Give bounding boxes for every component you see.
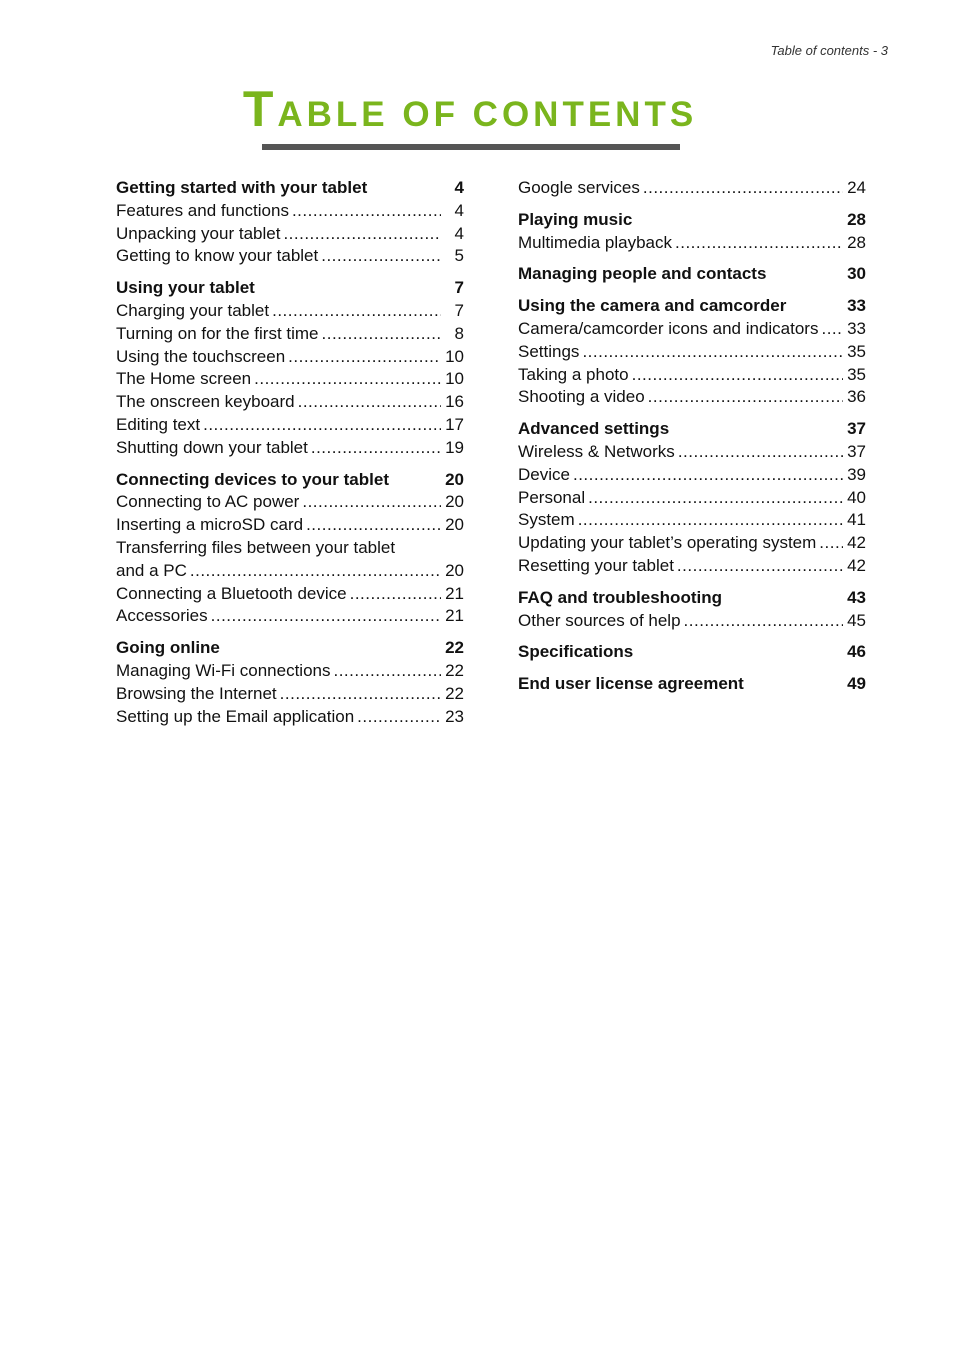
page-title-rest: ABLE OF CONTENTS <box>277 95 698 134</box>
toc-entry-label: Other sources of help <box>518 610 681 630</box>
toc-page-number: 20 <box>445 469 464 489</box>
toc-entry-resetting-your-tablet[interactable] <box>518 555 866 578</box>
toc-entry-label: Personal <box>518 487 586 507</box>
toc-entry-label: Setting up the Email application <box>116 706 355 726</box>
toc-page-number: 22 <box>445 638 464 658</box>
toc-entry-label: Shooting a video <box>518 387 645 407</box>
toc-entry-features-and-functions[interactable] <box>116 200 464 223</box>
toc-entry-label: System <box>518 510 575 530</box>
toc-dot-leader <box>254 368 441 391</box>
toc-page-number: 42 <box>847 533 866 553</box>
toc-entry-taking-a-photo[interactable] <box>518 364 866 387</box>
toc-heading-label: End user license agreement <box>518 674 744 694</box>
toc-heading-using-your-tablet[interactable] <box>116 277 464 300</box>
toc-page-number: 39 <box>847 464 866 484</box>
toc-entry-label: Charging your tablet <box>116 300 270 320</box>
toc-dot-leader <box>588 487 843 510</box>
toc-entry-shooting-a-video[interactable] <box>518 386 866 409</box>
toc-heading-managing-people-and-contacts[interactable] <box>518 263 866 286</box>
title-underline <box>262 144 680 150</box>
toc-heading-end-user-license-agreement[interactable] <box>518 673 866 696</box>
toc-entry-label: Inserting a microSD card <box>116 515 304 535</box>
toc-heading-label: Using the camera and camcorder <box>518 296 787 316</box>
toc-entry-unpacking-your-tablet[interactable] <box>116 223 464 246</box>
toc-entry-setting-up-the-email-application[interactable] <box>116 706 464 729</box>
toc-dot-leader <box>582 341 843 364</box>
toc-entry-the-home-screen[interactable] <box>116 368 464 391</box>
toc-entry-device[interactable] <box>518 464 866 487</box>
toc-heading-label: Getting started with your tablet <box>116 178 368 197</box>
toc-page-number: 4 <box>454 178 464 197</box>
toc-dot-leader <box>203 414 441 437</box>
page-title-initial: T <box>242 81 278 137</box>
toc-dot-leader <box>298 391 441 414</box>
toc-dot-leader <box>321 245 441 268</box>
toc-entry-the-onscreen-keyboard[interactable] <box>116 391 464 414</box>
toc-dot-leader <box>357 706 441 729</box>
toc-entry-transferring-files-between-your-tablet[interactable] <box>116 537 464 560</box>
toc-dot-leader <box>678 441 843 464</box>
toc-entry-google-services[interactable] <box>518 177 866 200</box>
toc-entry-personal[interactable] <box>518 487 866 510</box>
toc-heading-going-online[interactable] <box>116 637 464 660</box>
toc-section <box>116 637 464 728</box>
toc-entry-label: Device <box>518 464 570 484</box>
toc-entry-connecting-a-bluetooth-device[interactable] <box>116 583 464 606</box>
toc-dot-leader <box>333 660 441 683</box>
toc-entry-label: The Home screen <box>116 369 252 389</box>
toc-page-number: 37 <box>847 419 866 439</box>
toc-page-number: 42 <box>847 555 866 575</box>
toc-page-number: 22 <box>445 683 464 703</box>
toc-page-number: 33 <box>847 318 866 338</box>
toc-dot-leader <box>211 605 441 628</box>
toc-heading-label: Advanced settings <box>518 419 670 439</box>
toc-dot-leader <box>578 509 843 532</box>
toc-entry-label: Updating your tablet’s operating system <box>518 533 817 553</box>
toc-entry-label: Features and functions <box>116 200 289 220</box>
toc-page-number: 17 <box>445 414 464 434</box>
toc-heading-playing-music[interactable] <box>518 209 866 232</box>
toc-heading-label: Specifications <box>518 642 634 662</box>
toc-entry-label: Accessories <box>116 606 208 626</box>
toc-dot-leader <box>684 610 843 633</box>
toc-entry-label: Unpacking your tablet <box>116 223 281 243</box>
toc-page-number: 21 <box>445 583 464 603</box>
toc-entry-label: Multimedia playback <box>518 232 673 252</box>
toc-page-number: 35 <box>847 341 866 361</box>
toc-entry-other-sources-of-help[interactable] <box>518 610 866 633</box>
running-header: Table of contents - 3 <box>770 43 888 58</box>
toc-entry-label: Turning on for the first time <box>116 323 319 343</box>
toc-entry-label: Using the touchscreen <box>116 346 286 366</box>
toc-dot-leader <box>677 555 843 578</box>
toc-entry-label: Connecting a Bluetooth device <box>116 583 347 603</box>
toc-left-column <box>116 177 464 737</box>
toc-entry-label: Resetting your tablet <box>518 555 674 575</box>
toc-page-number: 10 <box>445 369 464 389</box>
toc-heading-label: Managing people and contacts <box>518 264 767 284</box>
toc-page-number: 45 <box>847 610 866 630</box>
toc-entry-label: Settings <box>518 341 580 361</box>
toc-page-number: 10 <box>445 346 464 366</box>
toc-entry-using-the-touchscreen[interactable] <box>116 346 464 369</box>
toc-section <box>518 641 866 664</box>
toc-heading-using-the-camera-and-camcorder[interactable] <box>518 295 866 318</box>
toc-page-number: 33 <box>847 296 866 316</box>
toc-dot-leader <box>648 386 843 409</box>
toc-entry-inserting-a-microsd-card[interactable] <box>116 514 464 537</box>
toc-page-number: 41 <box>847 510 866 530</box>
toc-dot-leader <box>280 683 441 706</box>
toc-dot-leader <box>643 177 843 200</box>
toc-section <box>518 673 866 696</box>
toc-entry-label: Transferring files between your tablet <box>116 537 396 557</box>
toc-page-number: 7 <box>454 300 464 320</box>
toc-page-number: 22 <box>445 660 464 680</box>
toc-dot-leader <box>306 514 441 537</box>
toc-dot-leader <box>288 346 441 369</box>
toc-page-number: 4 <box>454 223 464 243</box>
toc-section <box>518 295 866 409</box>
toc-entry-label: Getting to know your tablet <box>116 246 319 266</box>
toc-section <box>518 177 866 200</box>
toc-entry-editing-text[interactable] <box>116 414 464 437</box>
toc-page-number: 49 <box>847 674 866 694</box>
toc-section <box>116 277 464 459</box>
toc-right-column <box>518 177 866 705</box>
toc-entry-accessories[interactable] <box>116 605 464 628</box>
toc-dot-leader <box>272 300 441 323</box>
toc-dot-leader <box>573 464 843 487</box>
toc-page-number: 46 <box>847 642 866 662</box>
toc-entry-label: Managing Wi-Fi connections <box>116 660 331 680</box>
toc-entry-label: Editing text <box>116 414 201 434</box>
toc-dot-leader <box>819 532 843 555</box>
toc-heading-label: Going online <box>116 638 220 658</box>
toc-dot-leader <box>632 364 843 387</box>
toc-entry-turning-on-for-the-first-time[interactable] <box>116 323 464 346</box>
toc-page-number: 5 <box>454 246 464 266</box>
toc-dot-leader <box>190 560 441 583</box>
toc-dot-leader <box>302 491 441 514</box>
toc-entry-managing-wi-fi-connections[interactable] <box>116 660 464 683</box>
toc-dot-leader <box>821 318 843 341</box>
toc-entry-label: Wireless & Networks <box>518 441 675 461</box>
toc-dot-leader <box>283 223 441 246</box>
toc-page-number: 20 <box>445 492 464 512</box>
toc-entry-label: Connecting to AC power <box>116 492 300 512</box>
toc-heading-faq-and-troubleshooting[interactable] <box>518 587 866 610</box>
toc-page-number: 28 <box>847 209 866 229</box>
toc-section <box>518 263 866 286</box>
toc-entry-label: Shutting down your tablet <box>116 437 308 457</box>
toc-page-number: 4 <box>454 200 464 220</box>
toc-section <box>518 418 866 578</box>
toc-entry-multimedia-playback[interactable] <box>518 232 866 255</box>
toc-page-number: 35 <box>847 364 866 384</box>
toc-entry-wireless-networks[interactable] <box>518 441 866 464</box>
toc-entry-label: Camera/camcorder icons and indicators <box>518 318 819 338</box>
toc-page-number: 20 <box>445 560 464 580</box>
toc-dot-leader <box>322 323 441 346</box>
toc-entry-and-a-pc[interactable] <box>116 560 464 583</box>
toc-dot-leader <box>292 200 441 223</box>
toc-page-number: 19 <box>445 437 464 457</box>
toc-entry-settings[interactable] <box>518 341 866 364</box>
toc-page-number: 21 <box>445 606 464 626</box>
toc-heading-label: Connecting devices to your tablet <box>116 469 389 489</box>
toc-entry-camera-camcorder-icons-and-indicators[interactable] <box>518 318 866 341</box>
toc-entry-getting-to-know-your-tablet[interactable] <box>116 245 464 268</box>
toc-page-number: 37 <box>847 441 866 461</box>
toc-entry-connecting-to-ac-power[interactable] <box>116 491 464 514</box>
toc-entry-label: Google services <box>518 178 640 197</box>
toc-dot-leader <box>675 232 843 255</box>
toc-heading-getting-started-with-your-tablet[interactable] <box>116 177 464 200</box>
toc-entry-label: The onscreen keyboard <box>116 392 295 412</box>
toc-page-number: 8 <box>454 323 464 343</box>
toc-page-number: 20 <box>445 515 464 535</box>
toc-entry-label: and a PC <box>116 560 187 580</box>
toc-heading-advanced-settings[interactable] <box>518 418 866 441</box>
toc-entry-label: Browsing the Internet <box>116 683 277 703</box>
toc-page-number: 30 <box>847 264 866 284</box>
toc-section <box>116 177 464 268</box>
toc-heading-label: Playing music <box>518 209 633 229</box>
toc-page-number: 28 <box>847 232 866 252</box>
toc-entry-updating-your-tablet-s-operating-system[interactable] <box>518 532 866 555</box>
toc-heading-specifications[interactable] <box>518 641 866 664</box>
toc-section <box>116 469 464 629</box>
toc-dot-leader <box>311 437 441 460</box>
toc-entry-system[interactable] <box>518 509 866 532</box>
toc-heading-label: Using your tablet <box>116 278 255 298</box>
toc-entry-charging-your-tablet[interactable] <box>116 300 464 323</box>
toc-page-number: 24 <box>847 178 866 197</box>
toc-entry-shutting-down-your-tablet[interactable] <box>116 437 464 460</box>
toc-page-number: 43 <box>847 587 866 607</box>
toc-entry-browsing-the-internet[interactable] <box>116 683 464 706</box>
toc-section <box>518 209 866 255</box>
toc-heading-label: FAQ and troubleshooting <box>518 587 722 607</box>
toc-page-number: 16 <box>445 392 464 412</box>
toc-page-number: 7 <box>454 278 464 298</box>
toc-page-number: 36 <box>847 387 866 407</box>
toc-dot-leader <box>350 583 441 606</box>
toc-section <box>518 587 866 633</box>
toc-heading-connecting-devices-to-your-tablet[interactable] <box>116 469 464 492</box>
toc-entry-label: Taking a photo <box>518 364 629 384</box>
toc-page-number: 23 <box>445 706 464 726</box>
toc-page-number: 40 <box>847 487 866 507</box>
page-title <box>0 81 940 137</box>
